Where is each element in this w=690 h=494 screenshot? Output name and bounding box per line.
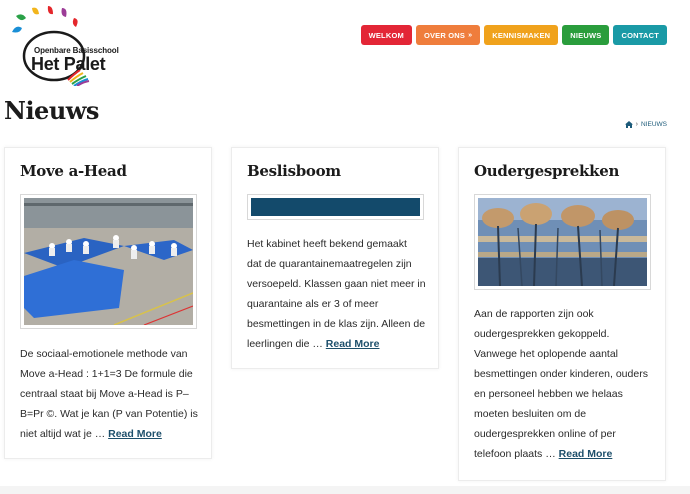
classroom-chairs-photo (478, 198, 647, 286)
excerpt-line: moeten besluiten om de (474, 408, 587, 420)
excerpt-line: Het kabinet heeft bekend gemaakt (247, 238, 407, 250)
page-title: Nieuws (4, 96, 99, 125)
post-thumbnail[interactable] (247, 194, 424, 220)
excerpt-line: leerlingen die … (247, 338, 326, 350)
home-icon[interactable] (625, 121, 633, 128)
excerpt-line: oudergesprekken gekoppeld. (474, 328, 610, 340)
excerpt-last-line (474, 444, 659, 464)
excerpt-last-line (20, 424, 205, 444)
main-navigation (361, 25, 667, 45)
breadcrumb-current: NIEUWS (641, 121, 667, 128)
excerpt-line: De sociaal-emotionele methode van (20, 348, 188, 360)
nav-item-label: OVER ONS (423, 30, 466, 40)
post-excerpt (247, 234, 432, 354)
footer-divider (0, 486, 690, 494)
nav-item-nieuws[interactable] (562, 25, 609, 45)
site-header (0, 0, 690, 90)
chevron-right-icon: › (635, 121, 638, 128)
post-card-oudergesprekken (458, 147, 666, 481)
read-more-link[interactable]: Read More (108, 428, 162, 440)
post-title[interactable]: Oudergesprekken (474, 162, 620, 180)
excerpt-last-line (247, 334, 432, 354)
breadcrumb (625, 121, 667, 128)
post-excerpt (20, 344, 205, 444)
post-title[interactable]: Move a-Head (20, 162, 127, 180)
post-thumbnail[interactable] (20, 194, 197, 329)
excerpt-line: besmettingen in de klas zijn. Alleen de (247, 318, 426, 330)
excerpt-line: B=Pr ©. Wat je kan (P van Potentie) is (20, 408, 198, 420)
nav-item-label: NIEUWS (570, 30, 602, 40)
nav-item-label: KENNISMAKEN (492, 30, 551, 40)
post-card-beslisboom (231, 147, 439, 369)
chevron-double-down-icon: » (468, 31, 473, 39)
excerpt-line: Aan de rapporten zijn ook (474, 308, 594, 320)
excerpt-line: Move a-Head : 1+1=3 De formule die (20, 368, 193, 380)
excerpt-line: en personeel hebben we helaas (474, 388, 623, 400)
excerpt-line: Vanwege het oplopende aantal (474, 348, 619, 360)
logo-subtitle: Openbare Basisschool (34, 46, 119, 55)
nav-item-over-ons[interactable] (416, 25, 480, 45)
excerpt-line: dat de quarantainemaatregelen zijn (247, 258, 412, 270)
school-logo[interactable] (4, 2, 119, 86)
excerpt-line: niet altijd wat je … (20, 428, 109, 440)
gym-photo (24, 198, 193, 325)
excerpt-line: versoepeld. Klassen gaan niet meer in (247, 278, 426, 290)
read-more-link[interactable]: Read More (558, 448, 613, 460)
excerpt-line: telefoon plaats … (474, 448, 559, 460)
nav-item-welkom[interactable] (361, 25, 412, 45)
post-card-move-a-head (4, 147, 212, 459)
excerpt-line: oudergesprekken online of per (474, 428, 616, 440)
post-thumbnail[interactable] (474, 194, 651, 290)
nav-item-label: WELKOM (368, 30, 404, 40)
nav-item-label: CONTACT (621, 30, 659, 40)
excerpt-line: centraal staat bij Move a-Head is P– (20, 388, 189, 400)
logo-title: Het Palet (31, 54, 106, 74)
excerpt-line: quarantaine als er 3 of meer (247, 298, 379, 310)
post-title[interactable]: Beslisboom (247, 162, 341, 180)
excerpt-line: besmettingen onder kinderen, ouders (474, 368, 648, 380)
beslisboom-banner (251, 198, 420, 216)
post-excerpt (474, 304, 659, 464)
nav-item-contact[interactable] (613, 25, 667, 45)
read-more-link[interactable]: Read More (325, 338, 380, 350)
nav-item-kennismaken[interactable] (484, 25, 558, 45)
